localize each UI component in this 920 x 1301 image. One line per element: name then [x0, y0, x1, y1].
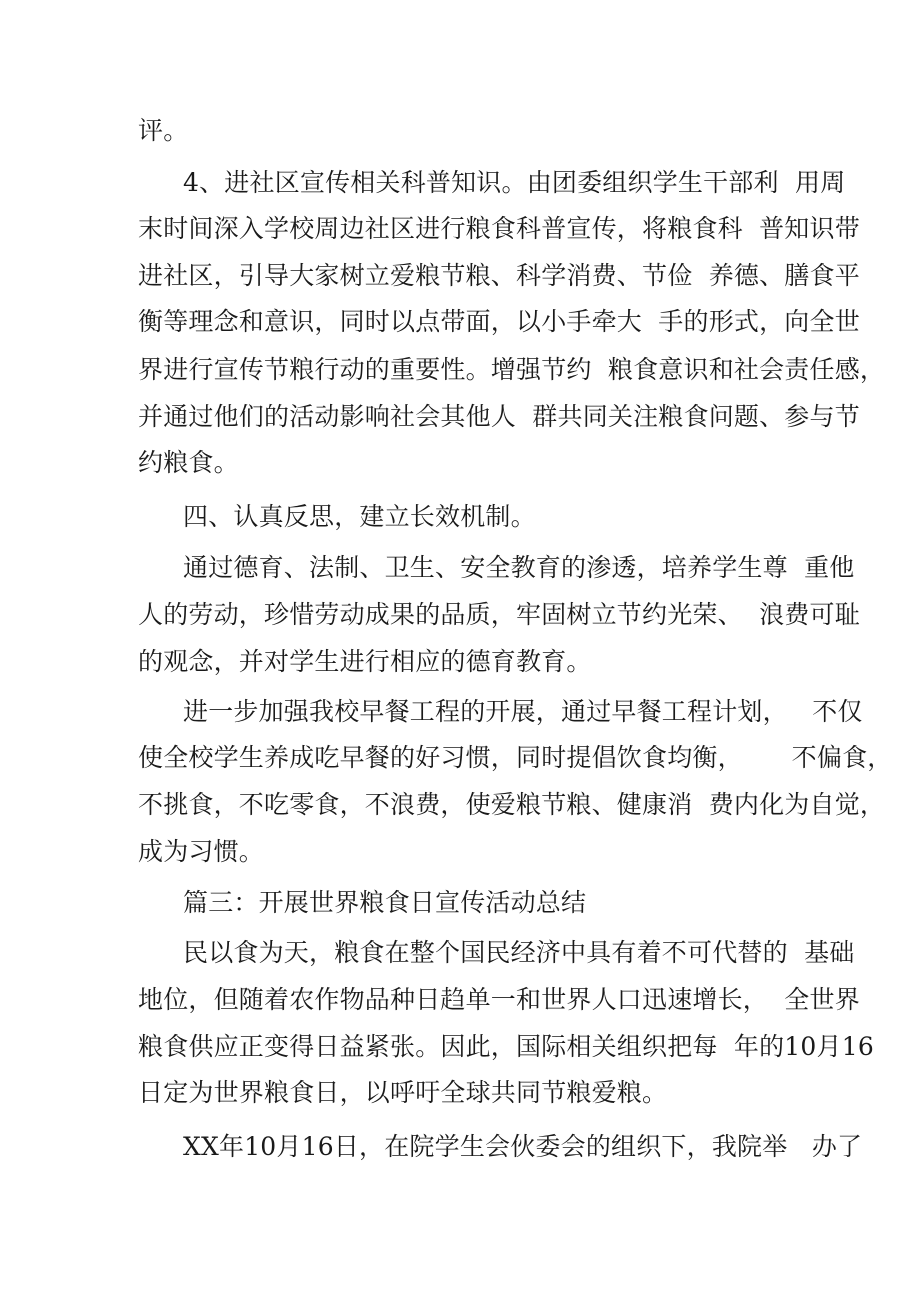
text-line: 人的劳动，珍惜劳动成果的品质，牢固树立节约光荣、 浪费可耻 — [138, 600, 860, 629]
text-line: 约粮食。 — [138, 448, 239, 477]
section-heading: 四、认真反思，建立长效机制。 — [183, 502, 536, 531]
section-heading: 篇三：开展世界粮食日宣传活动总结 — [183, 888, 587, 917]
text-line: XX年10月16日，在院学生会伙委会的组织下，我院举 办了 — [183, 1132, 863, 1161]
text-line: 衡等理念和意识，同时以点带面，以小手牵大 手的形式，向全世 — [138, 307, 860, 336]
text-line: 地位，但随着农作物品种日趋单一和世界人口迅速增长， 全世界 — [138, 985, 860, 1014]
text-line: 成为习惯。 — [138, 837, 265, 866]
text-line: 民以食为天，粮食在整个国民经济中具有着不可代替的 基础 — [183, 938, 855, 967]
text-line: 4、进社区宣传相关科普知识。由团委组织学生干部利 用周 — [183, 168, 846, 197]
text-line: 的观念，并对学生进行相应的德育教育。 — [138, 647, 592, 676]
text-line: 进一步加强我校早餐工程的开展，通过早餐工程计划， 不仅 — [183, 697, 863, 726]
text-line: 粮食供应正变得日益紧张。因此，国际相关组织把每 年的10月16 — [138, 1032, 874, 1061]
text-line: 使全校学生养成吃早餐的好习惯，同时提倡饮食均衡， 不偏食， — [138, 743, 893, 772]
text-line: 通过德育、法制、卫生、安全教育的渗透，培养学生尊 重他 — [183, 553, 855, 582]
text-line: 进社区，引导大家树立爱粮节粮、科学消费、节俭 养德、膳食平 — [138, 261, 860, 290]
text-line: 末时间深入学校周边社区进行粮食科普宣传，将粮食科 普知识带 — [138, 214, 860, 243]
text-line: 界进行宣传节粮行动的重要性。增强节约 粮食意识和社会责任感， — [138, 355, 886, 384]
text-line: 不挑食，不吃零食，不浪费，使爱粮节粮、健康消 费内化为自觉， — [138, 790, 886, 819]
text-line: 评。 — [138, 116, 189, 145]
text-line: 日定为世界粮食日，以呼吁全球共同节粮爱粮。 — [138, 1078, 668, 1107]
text-line: 并通过他们的活动影响社会其他人 群共同关注粮食问题、参与节 — [138, 402, 860, 431]
